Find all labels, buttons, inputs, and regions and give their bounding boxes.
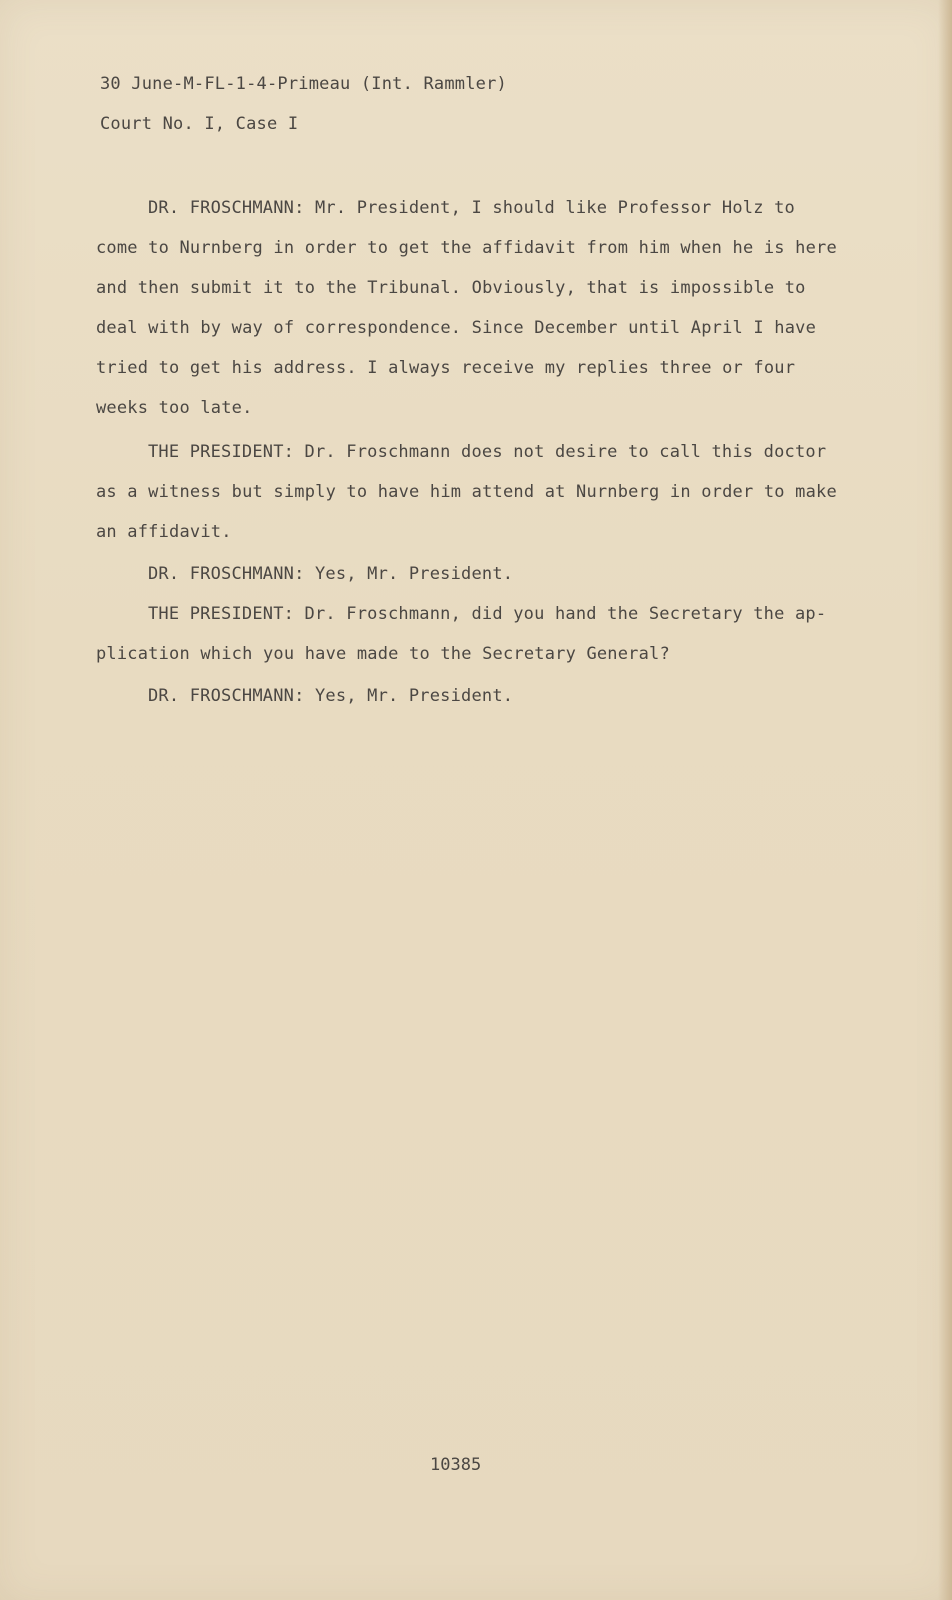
- body-line: DR. FROSCHMANN: Yes, Mr. President.: [148, 564, 514, 584]
- body-line: DR. FROSCHMANN: Yes, Mr. President.: [148, 686, 514, 706]
- page-edge: [938, 0, 952, 1600]
- body-line: THE PRESIDENT: Dr. Froschmann, did you hand the Secretary the ap-: [148, 604, 827, 624]
- body-line: as a witness but simply to have him attend at Nurnberg in order to make: [96, 482, 837, 502]
- page-number: 10385: [430, 1455, 482, 1475]
- body-line: DR. FROSCHMANN: Mr. President, I should like Professor Holz to: [148, 198, 795, 218]
- body-line: deal with by way of correspondence. Since December until April I have: [96, 318, 817, 338]
- body-line: THE PRESIDENT: Dr. Froschmann does not desire to call this doctor: [148, 442, 827, 462]
- body-line: come to Nurnberg in order to get the affidavit from him when he is here: [96, 238, 837, 258]
- body-line: an affidavit.: [96, 522, 232, 542]
- body-line: and then submit it to the Tribunal. Obviously, that is impossible to: [96, 278, 806, 298]
- header-court-case: Court No. I, Case I: [100, 114, 299, 134]
- body-line: tried to get his address. I always receive my replies three or four: [96, 358, 796, 378]
- body-line: plication which you have made to the Secretary General?: [96, 644, 670, 664]
- body-line: weeks too late.: [96, 398, 253, 418]
- header-transcript-id: 30 June-M-FL-1-4-Primeau (Int. Rammler): [100, 74, 507, 94]
